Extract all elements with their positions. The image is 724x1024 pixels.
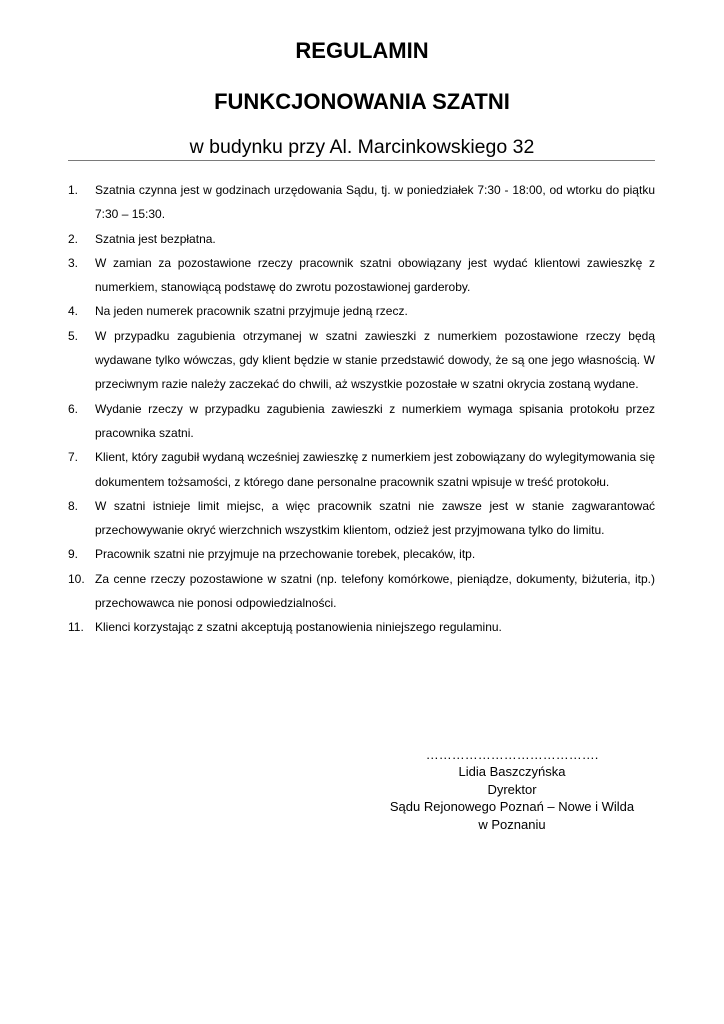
list-item [68,542,655,566]
list-item [68,445,655,494]
item-number: 1. [68,183,79,197]
item-text: Pracownik szatni nie przyjmuje na przechowanie torebek, plecaków, itp. [95,547,476,562]
rules-list [68,178,655,640]
item-text: Za cenne rzeczy pozostawione w szatni (np. telefony komórkowe, pieniądze, dokumenty, biżuteria, itp.) przechowawca nie ponosi odpowiedzialności. [95,571,655,611]
title-divider [68,160,655,161]
item-number: 6. [68,401,79,416]
item-number: 8. [68,498,79,513]
item-number: 7. [68,450,79,465]
signatory-role: Dyrektor [487,781,537,797]
item-number: 9. [68,547,79,562]
item-text: Klienci korzystając z szatni akceptują postanowienia niniejszego regulaminu. [95,620,502,635]
signature-block [370,746,654,833]
court-name: Sądu Rejonowego Poznań – Nowe i Wilda [389,799,635,815]
item-text: W przypadku zagubienia otrzymanej w szatni zawieszki z numerkiem pozostawione rzeczy będą wydawane tylko wówczas, gdy klient będzie w stanie przedstawić dowody, że są one jego własnością. W przeciwnym razie należy zaczekać do chwili, aż wszystkie pozostałe w szatni okrycia zostaną wydane. [95,328,655,392]
item-text: Szatnia czynna jest w godzinach urzędowania Sądu, tj. w poniedziałek 7:30 - 18:00, od wtorku do piątku 7:30 – 15:30. [95,183,655,222]
subtitle: w budynku przy Al. Marcinkowskiego 32 [189,136,535,158]
item-number: 10. [68,571,85,586]
court-city: w Poznaniu [478,816,546,832]
item-text: Wydanie rzeczy w przypadku zagubienia zawieszki z numerkiem wymaga spisania protokołu przez pracownika szatni. [95,401,655,440]
item-number: 4. [68,304,79,319]
list-item [68,494,655,543]
list-item [68,397,655,446]
list-item [68,251,655,300]
signatory-name: Lidia Baszczyńska [458,764,566,780]
list-item [68,324,655,397]
title-line-2: FUNKCJONOWANIA SZATNI [214,89,510,114]
item-number: 2. [68,231,79,246]
item-number: 11. [68,620,84,635]
list-item [68,567,655,616]
item-text: W zamian za pozostawione rzeczy pracownik szatni obowiązany jest wydać klientowi zawieszkę z numerkiem, stanowiącą podstawę do zwrotu pozostawionej garderoby. [95,255,655,295]
item-text: Na jeden numerek pracownik szatni przyjmuje jedną rzecz. [95,304,408,319]
list-item [68,227,655,251]
list-item [68,299,655,323]
signature-line: …………………………………. [425,747,599,762]
list-item [68,615,655,639]
list-item [68,178,655,227]
item-text: W szatni istnieje limit miejsc, a więc pracownik szatni nie zawsze jest w stanie zagwarantować przechowywanie okryć wierzchnich wszystkim klientom, odzież jest przyjmowana tylko do limitu. [95,498,655,538]
item-number: 5. [68,328,79,343]
title-line-1: REGULAMIN [295,38,429,63]
item-text: Szatnia jest bezpłatna. [95,231,216,246]
item-number: 3. [68,255,79,270]
item-text: Klient, który zagubił wydaną wcześniej zawieszkę z numerkiem jest zobowiązany do wylegitymowania się dokumentem tożsamości, z którego dane personalne pracownik szatni wpisuje w treść protokołu. [95,450,655,489]
